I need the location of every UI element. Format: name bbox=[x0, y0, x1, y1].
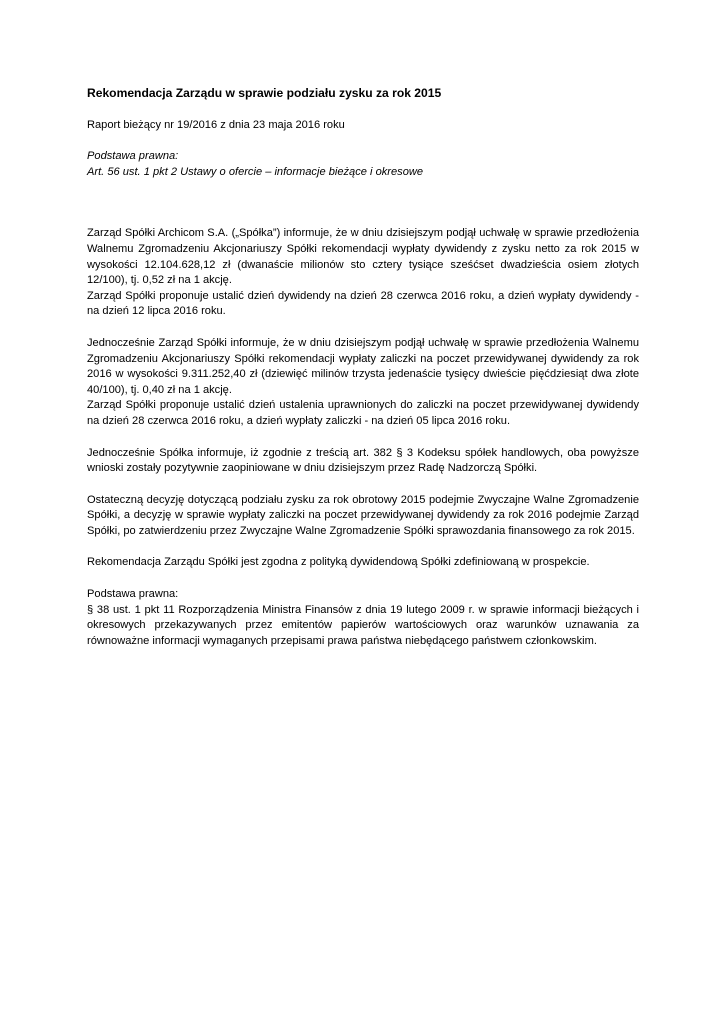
paragraph-text: Podstawa prawna: bbox=[87, 588, 179, 601]
paragraph-text: Rekomendacja Zarządu Spółki jest zgodna z polityką dywidendową Spółki zdefiniowaną w prospekcie. bbox=[87, 556, 590, 569]
paragraph-dividend-2015 bbox=[87, 226, 639, 320]
paragraph-legal-basis-footer bbox=[87, 587, 639, 649]
paragraph-final-decision bbox=[87, 493, 639, 540]
document-title: Rekomendacja Zarządu w sprawie podziału zysku za rok 2015 bbox=[87, 86, 442, 100]
paragraph-text: Jednocześnie Spółka informuje, iż zgodnie z treścią art. 382 § 3 Kodeksu spółek handlowych, oba powyższe wnioski zostały pozytywnie zaopiniowane w dniu dzisiejszym przez Radę Nadzorczą Spółki. bbox=[87, 446, 639, 475]
paragraph-dividend-policy bbox=[87, 555, 639, 571]
report-line: Raport bieżący nr 19/2016 z dnia 23 maja 2016 roku bbox=[87, 118, 345, 131]
section-spacer bbox=[87, 180, 639, 226]
paragraph-supervisory-board bbox=[87, 446, 639, 477]
paragraph-text: Jednocześnie Zarząd Spółki informuje, że w dniu dzisiejszym podjął uchwałę w sprawie przedłożenia Walnemu Zgromadzeniu Akcjonariuszy Spółki rekomendacji wypłaty zaliczki na poczet przewidywanej dywidendy za rok 2016 w wysokości 9.311.252,40 zł (dziewięć milinów trzysta jedenaście tysięcy dwieście pięćdziesiąt dwa złote 40/100), tj. 0,40 zł na 1 akcję. bbox=[87, 336, 639, 396]
legal-basis-text: Art. 56 ust. 1 pkt 2 Ustawy o ofercie – informacje bieżące i okresowe bbox=[87, 165, 424, 178]
paragraph-text: Zarząd Spółki Archicom S.A. („Spółka”) informuje, że w dniu dzisiejszym podjął uchwałę w sprawie przedłożenia Walnemu Zgromadzeniu Akcjonariuszy Spółki rekomendacji wypłaty dywidendy z zysku netto za rok 2015 w wysokości 12.104.628,12 zł (dwanaście milionów sto cztery tysiące sześćset dwadzieścia osiem złotych 12/100), tj. 0,52 zł na 1 akcję. bbox=[87, 227, 639, 287]
paragraph-text: Zarząd Spółki proponuje ustalić dzień dywidendy na dzień 28 czerwca 2016 roku, a dzień wypłaty dywidendy - na dzień 12 lipca 2016 roku. bbox=[87, 289, 639, 318]
paragraph-text: § 38 ust. 1 pkt 11 Rozporządzenia Ministra Finansów z dnia 19 lutego 2009 r. w sprawie informacji bieżących i okresowych przekazywanych przez emitentów papierów wartościowych oraz warunków uznawania za równoważne informacji wymaganych przepisami prawa państwa niebędącego państwem członkowskim. bbox=[87, 603, 639, 647]
document-page bbox=[87, 86, 639, 665]
legal-basis-heading: Podstawa prawna: bbox=[87, 150, 179, 163]
paragraph-text: Ostateczną decyzję dotyczącą podziału zysku za rok obrotowy 2015 podejmie Zwyczajne Walne Zgromadzenie Spółki, a decyzję w sprawie wypłaty zaliczki na poczet przewidywanej dywidendy za rok 2016 podejmie Zarząd Spółki, po zatwierdzeniu przez Zwyczajne Walne Zgromadzenie Spółki sprawozdania finansowego za rok 2015. bbox=[87, 493, 639, 537]
paragraph-advance-2016 bbox=[87, 336, 639, 430]
paragraph-text: Zarząd Spółki proponuje ustalić dzień ustalenia uprawnionych do zaliczki na poczet przewidywanej dywidendy na dzień 28 czerwca 2016 roku, a dzień wypłaty zaliczki - na dzień 05 lipca 2016 roku. bbox=[87, 399, 639, 427]
